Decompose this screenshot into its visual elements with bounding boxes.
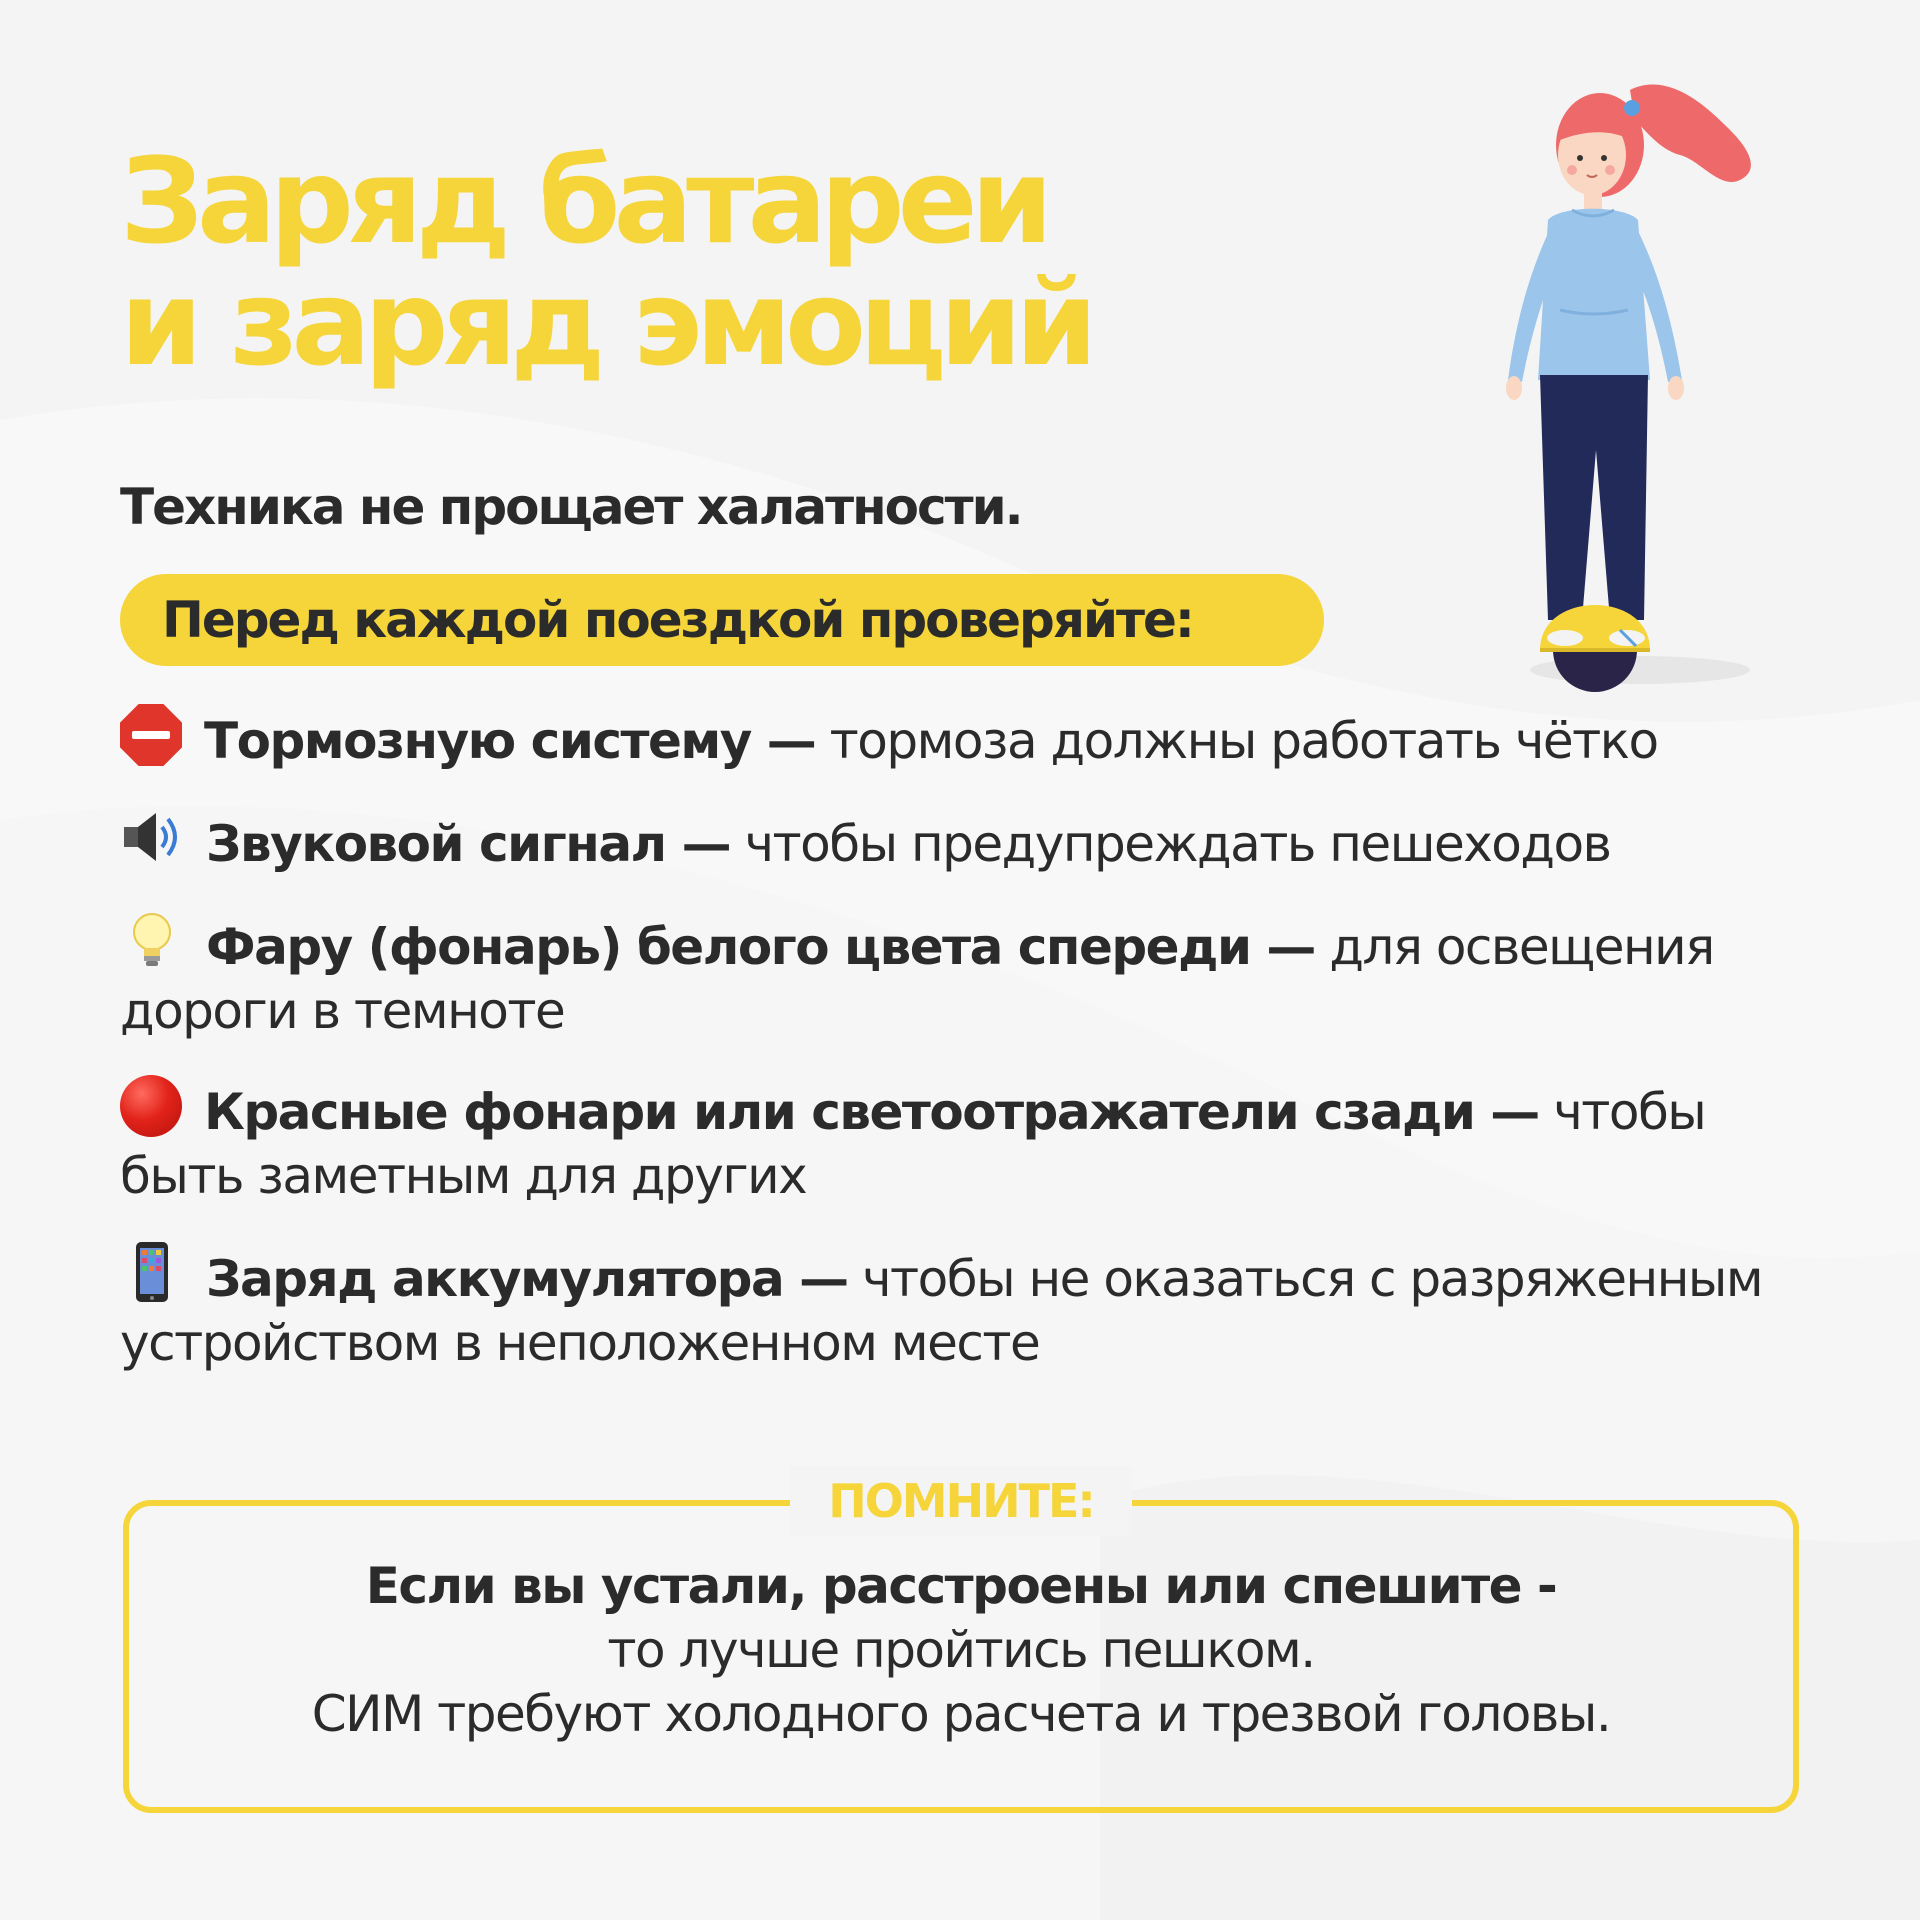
banner-label: Перед каждой поездкой проверяйте: xyxy=(162,591,1193,649)
list-item-headlight xyxy=(120,908,1820,1043)
item-desc: чтобы предупреждать пешеходов xyxy=(744,815,1611,873)
title-line-2: и заряд эмоций xyxy=(120,254,1091,392)
speaker-icon xyxy=(120,805,184,869)
remember-text xyxy=(129,1554,1793,1746)
subtitle: Техника не прощает халатности. xyxy=(120,478,1022,536)
remember-label-text: ПОМНИТЕ: xyxy=(790,1466,1132,1536)
title-line-1: Заряд батареи xyxy=(120,132,1047,270)
item-desc: для освещения дороги в темноте xyxy=(120,918,1714,1040)
item-desc: чтобы быть заметным для других xyxy=(120,1083,1706,1205)
item-title: Заряд аккумулятора — xyxy=(206,1250,848,1308)
item-desc: тормоза должны работать чётко xyxy=(829,712,1658,770)
list-item-rear-lights xyxy=(120,1075,1820,1208)
girl-on-monowheel-illustration xyxy=(1460,50,1780,700)
remember-line-1: Если вы устали, расстроены или спешите - xyxy=(365,1557,1557,1615)
list-item-battery xyxy=(120,1240,1820,1375)
item-title: Тормозную систему — xyxy=(204,712,816,770)
stop-sign-icon xyxy=(120,704,182,766)
remember-label xyxy=(129,1466,1793,1536)
list-item-brakes xyxy=(120,704,1820,773)
remember-box xyxy=(123,1474,1799,1813)
item-title: Фару (фонарь) белого цвета спереди — xyxy=(206,918,1315,976)
mobile-phone-icon xyxy=(120,1240,184,1304)
check-before-ride-banner xyxy=(120,574,1324,666)
item-desc: чтобы не оказаться с разряженным устройством в неположенном месте xyxy=(120,1250,1763,1372)
page-title xyxy=(120,132,1091,392)
light-bulb-icon xyxy=(120,908,184,972)
item-title: Красные фонари или светоотражатели сзади — xyxy=(204,1083,1539,1141)
item-title: Звуковой сигнал — xyxy=(206,815,731,873)
remember-line-3: СИМ требуют холодного расчета и трезвой головы. xyxy=(311,1685,1611,1743)
list-item-horn xyxy=(120,805,1820,876)
remember-line-2: то лучше пройтись пешком. xyxy=(607,1621,1315,1679)
checklist xyxy=(120,704,1820,1407)
red-circle-icon xyxy=(120,1075,182,1137)
